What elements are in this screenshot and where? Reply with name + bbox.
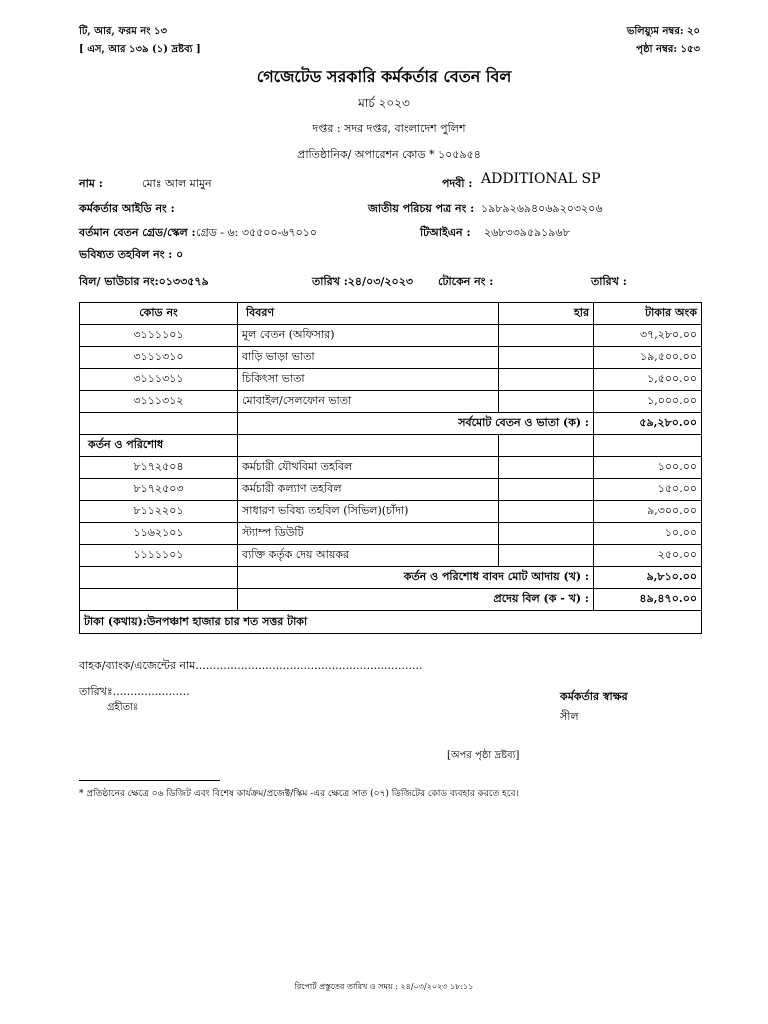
seal-label: সীল — [560, 710, 579, 723]
empty-cell — [80, 567, 238, 589]
row-description: স্ট্যাম্প ডিউটি — [238, 523, 499, 545]
officer-signature-label: কর্মকর্তার স্বাক্ষর — [560, 690, 628, 703]
designation-label: পদবী : — [442, 177, 473, 190]
report-generated-time: রিপোর্ট প্রস্তুতের তারিখ ও সময় : ২৪/০৩/২০২৩ ১৮:১১ — [294, 982, 474, 991]
table-row — [80, 347, 702, 369]
row-description: মোবাইল/সেলফোন ভাতা — [238, 391, 499, 413]
provident-fund-number: ভবিষ্যত তহবিল নং : ০ — [79, 248, 184, 261]
date-line: তারিখঃ...................... — [79, 685, 190, 698]
table-row — [80, 457, 702, 479]
row-description: কর্মচারী যৌথবিমা তহবিল — [238, 457, 499, 479]
row-rate — [499, 501, 594, 523]
row-code: ৮১৭২৫০৪ — [80, 457, 238, 479]
token-number-label: টোকেন নং : — [438, 275, 494, 288]
table-row — [80, 391, 702, 413]
table-row — [80, 545, 702, 567]
row-code: ১১৬২১০১ — [80, 523, 238, 545]
table-row — [80, 501, 702, 523]
page-number: পৃষ্ঠা নম্বর: ১৫৩ — [636, 44, 700, 55]
row-description: ব্যক্তি কর্তৃক দেয় আয়কর — [238, 545, 499, 567]
footnote-divider — [79, 780, 220, 781]
bearer-name-line: বাহক/ব্যাংক/এজেন্টের নাম................................................................. — [79, 659, 423, 672]
row-amount: ১০০.০০ — [594, 457, 702, 479]
institution-code: প্রাতিষ্ঠানিক/ অপারেশন কোড * ১০৫৯৫৪ — [297, 148, 481, 161]
total-pay-amount: ৫৯,২৮০.০০ — [594, 413, 702, 435]
officer-name: মোঃ আল মামুন — [142, 177, 212, 190]
row-code: ৩১১১১০১ — [80, 325, 238, 347]
table-row — [80, 479, 702, 501]
nid-value: ১৯৮৯২৬৯৪০৬৯২০৩২০৬ — [481, 202, 603, 215]
row-amount: ১,০০০.০০ — [594, 391, 702, 413]
document-title: গেজেটেড সরকারি কর্মকর্তার বেতন বিল — [256, 67, 512, 86]
footnote-text: * প্রতিষ্ঠানের ক্ষেত্রে ০৬ ডিজিট এবং বিশেষ কার্যক্রম/প্রজেক্ট/স্কিম -এর ক্ষেত্রে সাত (০৭) ডিজিটের কোড ব্যবহার করতে হবে। — [79, 789, 519, 799]
row-amount: ১০.০০ — [594, 523, 702, 545]
table-row — [80, 369, 702, 391]
row-rate — [499, 391, 594, 413]
empty-cell — [80, 413, 238, 435]
row-amount: ১,৫০০.০০ — [594, 369, 702, 391]
net-payable-label: প্রদেয় বিল (ক - খ) : — [238, 589, 594, 611]
row-amount: ৯,৩০০.০০ — [594, 501, 702, 523]
row-amount: ১৫০.০০ — [594, 479, 702, 501]
row-amount: ১৯,৫০০.০০ — [594, 347, 702, 369]
row-rate — [499, 479, 594, 501]
table-header-row — [80, 303, 702, 325]
amount-in-words: টাকা (কথায়):উনপঞ্চাশ হাজার চার শত সত্তর টাকা — [80, 611, 702, 634]
total-deduction-amount: ৯,৮১০.০০ — [594, 567, 702, 589]
row-description: সাধারণ ভবিষ্য তহবিল (সিভিল)(চাঁদা) — [238, 501, 499, 523]
bill-date: তারিখ :২৪/০৩/২০২৩ — [312, 275, 413, 288]
code-header: কোড নং — [80, 303, 238, 325]
description-header: বিবরণ — [238, 303, 499, 325]
table-row — [80, 325, 702, 347]
empty-cell — [80, 589, 238, 611]
bill-table — [79, 302, 702, 634]
grade-label: বর্তমান বেতন গ্রেড/স্কেল : — [79, 226, 196, 239]
row-rate — [499, 523, 594, 545]
amount-header: টাকার অংক — [594, 303, 702, 325]
row-amount: ২৫০.০০ — [594, 545, 702, 567]
voucher-number: বিল/ ভাউচার নং:০১৩৩৫৭৯ — [79, 275, 209, 288]
row-amount: ৩৭,২৮০.০০ — [594, 325, 702, 347]
deduction-heading-row — [80, 435, 702, 457]
officer-id-label: কর্মকর্তার আইডি নং : — [79, 202, 175, 215]
row-rate — [499, 457, 594, 479]
row-description: মূল বেতন (অফিসার) — [238, 325, 499, 347]
amount-in-words-row — [80, 611, 702, 634]
row-rate — [499, 347, 594, 369]
total-deduction-row — [80, 567, 702, 589]
row-code: ৩১১১৩১২ — [80, 391, 238, 413]
row-code: ৮১১২২০১ — [80, 501, 238, 523]
row-description: বাড়ি ভাড়া ভাতা — [238, 347, 499, 369]
bill-month: মার্চ ২০২৩ — [358, 96, 410, 110]
net-payable-amount: ৪৯,৪৭০.০০ — [594, 589, 702, 611]
total-deduction-label: কর্তন ও পরিশোধ বাবদ মোট আদায় (খ) : — [238, 567, 594, 589]
office-name: দপ্তর : সদর দপ্তর, বাংলাদেশ পুলিশ — [312, 122, 466, 135]
form-number: টি, আর, ফরম নং ১৩ — [79, 26, 167, 37]
net-payable-row — [80, 589, 702, 611]
row-code: ৩১১১৩১০ — [80, 347, 238, 369]
row-rate — [499, 325, 594, 347]
row-code: ৮১৭২৫০৩ — [80, 479, 238, 501]
row-rate — [499, 545, 594, 567]
receiver-label: গ্রহীতাঃ — [107, 702, 139, 713]
officer-designation: ADDITIONAL SP — [481, 171, 601, 187]
row-description: কর্মচারী কল্যাণ তহবিল — [238, 479, 499, 501]
nid-label: জাতীয় পরিচয় পত্র নং : — [368, 202, 475, 215]
row-code: ১১১১১০১ — [80, 545, 238, 567]
deduction-heading: কর্তন ও পরিশোধ — [80, 435, 238, 457]
empty-cell — [499, 435, 594, 457]
table-row — [80, 523, 702, 545]
total-pay-row — [80, 413, 702, 435]
see-overleaf-note: [অপর পৃষ্ঠা দ্রষ্টব্য] — [447, 750, 520, 761]
grade-value: গ্রেড - ৬: ৩৫৫০০-৬৭০১০ — [196, 226, 318, 239]
tin-label: টিআইএন : — [420, 226, 471, 239]
name-label: নাম : — [79, 177, 103, 190]
empty-cell — [238, 435, 499, 457]
total-pay-label: সর্বমোট বেতন ও ভাতা (ক) : — [238, 413, 594, 435]
rate-header: হার — [499, 303, 594, 325]
row-description: চিকিৎসা ভাতা — [238, 369, 499, 391]
volume-number: ভলিয়্যুম নম্বর: ২০ — [626, 26, 700, 37]
empty-cell — [594, 435, 702, 457]
row-code: ৩১১১৩১১ — [80, 369, 238, 391]
row-rate — [499, 369, 594, 391]
token-date-label: তারিখ : — [591, 275, 627, 288]
tin-value: ২৬৮৩৩৯৫৯১৯৬৮ — [484, 226, 570, 239]
rule-reference: [ এস, আর ১৩৯ (১) দ্রষ্টব্য ] — [79, 44, 201, 55]
